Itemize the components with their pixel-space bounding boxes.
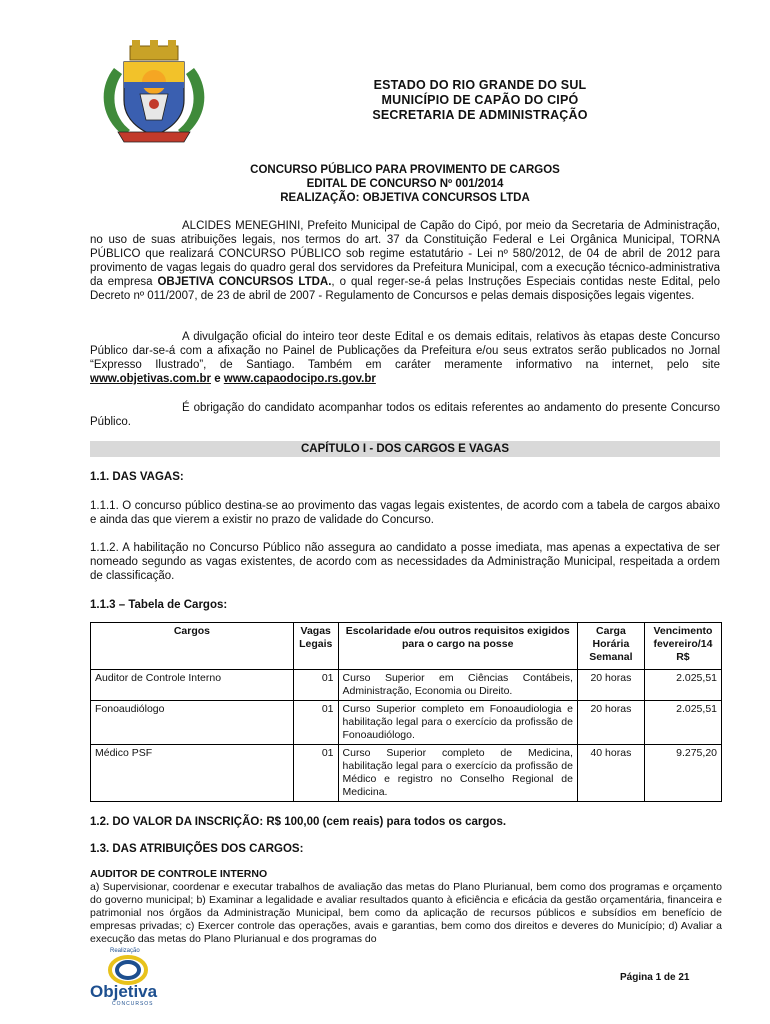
cell-vencimento: 2.025,51 [644,701,721,745]
intro-p2-text: A divulgação oficial do inteiro teor deste Edital e os demais editais, relativos às etapas deste Concurso Público dar-se-á com a afixação no Painel de Publicações da Prefeitura e/ou seus extratos serão publicados no Jornal “Expresso Ilustrado”, de Santiago. Também em caráter meramente informativo na internet, pelo site [90,331,720,371]
col-header-carga: Carga Horária Semanal [577,623,644,670]
page-number: Página 1 de 21 [620,972,690,983]
logo-name: Objetiva [90,982,158,1001]
title-line-2: EDITAL DE CONCURSO Nº 001/2014 [306,178,504,190]
cargos-table [90,622,722,802]
col-header-vagas: Vagas Legais [293,623,338,670]
cell-cargo: Médico PSF [91,745,294,802]
intro-paragraph-1 [90,219,720,303]
header-state: ESTADO DO RIO GRANDE DO SUL [373,78,587,92]
table-row [91,701,722,745]
intro-paragraph-3: É obrigação do candidato acompanhar todos os editais referentes ao andamento do presente Concurso Público. [90,402,720,428]
document-header [300,78,660,123]
header-secretariat: SECRETARIA DE ADMINISTRAÇÃO [372,108,588,122]
paragraph-1-1-2: 1.1.2. A habilitação no Concurso Público não assegura ao candidato a posse imediata, mas apenas a expectativa de ser nomeado segundo as vagas existentes, de acordo com as necessidades da Administração Municipal, respeitada a ordem de classificação. [90,542,720,582]
attributions-text: a) Supervisionar, coordenar e executar trabalhos de avaliação das metas do Plano Plurianual, bem como dos programas e orçamento do governo municipal; b) Examinar a legalidade e avaliar resultados quanto à eficiência e eficácia da gestão orçamentária, financeira e patrimonial nos órgãos da Administração Municipal, bem como da aplicação de recursos públicos e subsídios em benefício de empresas privadas; c) Exercer controle das operações, avais e garantias, bem como dos direitos e deveres do Município; d) Avaliar a execução das metas do Plano Plurianual e dos programas do [90,881,722,945]
table-row [91,670,722,701]
intro-p1-text-a: ALCIDES MENEGHINI, Prefeito Municipal de Capão do Cipó, por meio da Secretaria de Administração, no uso de suas atribuições legais, nos termos do art. 37 da Constituição Federal e Lei Orgânica Municipal, TORNA PÚBLICO que realizará CONCURSO PÚBLICO sob regime estatutário - Lei nº 580/2012, de 04 de abril de 2012 para provimento de vagas legais do quadro geral dos servidores da Prefeitura Municipal, com a execução técnico-administrativa da empresa [90,220,720,288]
municipal-crest-logo [96,38,212,150]
title-line-3: REALIZAÇÃO: OBJETIVA CONCURSOS LTDA [280,192,530,204]
section-1-1-heading: 1.1. DAS VAGAS: [90,471,184,483]
cell-cargo: Fonoaudiólogo [91,701,294,745]
col-header-cargos: Cargos [91,623,294,670]
cell-vencimento: 9.275,20 [644,745,721,802]
cell-requisitos: Curso Superior completo de Medicina, habilitação legal para o exercício da profissão de Médico e registro no Conselho Regional de Medicina. [338,745,577,802]
header-municipality: MUNICÍPIO DE CAPÃO DO CIPÓ [381,93,579,107]
intro-paragraph-2 [90,330,720,386]
intro-p2-and: e [211,373,224,385]
table-row [91,745,722,802]
section-1-3-heading: 1.3. DAS ATRIBUIÇÕES DOS CARGOS: [90,843,304,855]
cell-carga: 40 horas [577,745,644,802]
cell-cargo: Auditor de Controle Interno [91,670,294,701]
col-header-vencimento: Vencimento fevereiro/14 R$ [644,623,721,670]
section-1-2-heading: 1.2. DO VALOR DA INSCRIÇÃO: R$ 100,00 (cem reais) para todos os cargos. [90,816,507,828]
logo-sub: CONCURSOS [112,1001,154,1007]
cell-vagas: 01 [293,745,338,802]
cell-vagas: 01 [293,670,338,701]
col-header-escolaridade: Escolaridade e/ou outros requisitos exigidos para o cargo na posse [338,623,577,670]
cell-vencimento: 2.025,51 [644,670,721,701]
title-line-1: CONCURSO PÚBLICO PARA PROVIMENTO DE CARGOS [250,164,560,176]
document-title [150,163,660,205]
objetiva-logo [82,946,174,1008]
cell-carga: 20 horas [577,670,644,701]
intro-p1-company: OBJETIVA CONCURSOS LTDA. [157,276,332,288]
table-header-row [91,623,722,670]
chapter-heading: CAPÍTULO I - DOS CARGOS E VAGAS [90,441,720,457]
cell-requisitos: Curso Superior completo em Fonoaudiologia e habilitação legal para o exercício da profissão de Fonoaudiólogo. [338,701,577,745]
cell-requisitos: Curso Superior em Ciências Contábeis, Administração, Economia ou Direito. [338,670,577,701]
cell-carga: 20 horas [577,701,644,745]
cell-vagas: 01 [293,701,338,745]
attributions-block [90,868,722,946]
attributions-role-label: AUDITOR DE CONTROLE INTERNO [90,868,268,880]
table-heading: 1.1.3 – Tabela de Cargos: [90,599,228,611]
link-capaodocipo[interactable]: www.capaodocipo.rs.gov.br [223,373,376,385]
intro-p1-text-b: , o qual reger-se-á pelas Instruções Especiais contidas neste Edital, pelo Decreto nº 011/2007, de 23 de abril de 2007 - Regulamento de Concursos e pelas demais disposições legais vigentes. [90,276,720,302]
paragraph-1-1-1: 1.1.1. O concurso público destina-se ao provimento das vagas legais existentes, de acordo com a tabela de cargos abaixo e ainda das que vierem a existir no prazo de validade do Concurso. [90,500,720,526]
link-objetivas[interactable]: www.objetivas.com.br [90,373,211,385]
logo-small-text: Realização [110,948,140,954]
